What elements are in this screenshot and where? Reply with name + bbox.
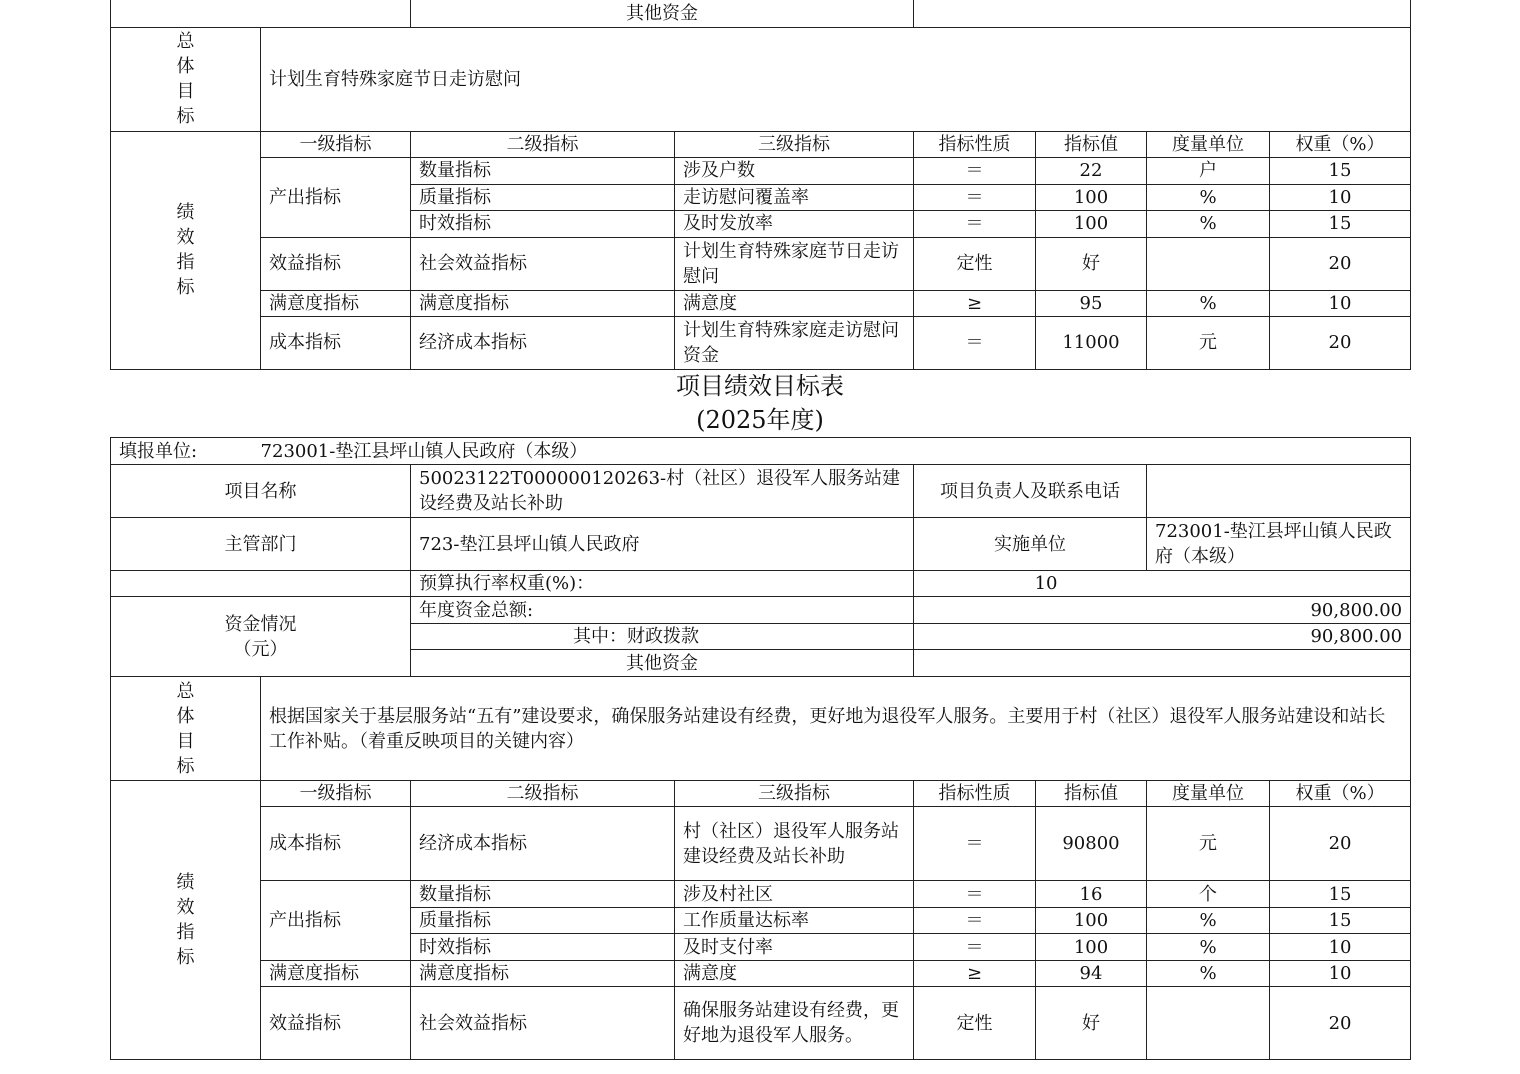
header-value: 指标值 <box>1036 131 1147 157</box>
nature-cell: ＝ <box>914 316 1036 369</box>
l1-cell: 效益指标 <box>261 987 411 1060</box>
unit-cell: % <box>1147 210 1270 237</box>
weight-cell: 15 <box>1270 210 1411 237</box>
impl-unit-value: 723001-垫江县坪山镇人民政府（本级） <box>1147 518 1411 571</box>
weight-cell: 20 <box>1270 316 1411 369</box>
l3-cell: 涉及村社区 <box>675 881 914 908</box>
project-performance-table <box>110 437 1411 1060</box>
unit-cell: % <box>1147 961 1270 987</box>
l2-cell: 数量指标 <box>411 157 675 184</box>
top-performance-table <box>110 0 1411 370</box>
unit-cell: 元 <box>1147 807 1270 881</box>
l2-cell: 质量指标 <box>411 184 675 210</box>
overall-goal-label: 总 体 目 标 <box>111 27 261 131</box>
other-funds-label: 其他资金 <box>411 0 914 27</box>
table-row <box>111 807 1411 881</box>
nature-cell: ＝ <box>914 157 1036 184</box>
weight-cell: 20 <box>1270 987 1411 1060</box>
l2-cell: 经济成本指标 <box>411 316 675 369</box>
perf-indicator-label: 绩 效 指 标 <box>111 131 261 369</box>
weight-cell: 15 <box>1270 157 1411 184</box>
l1-cell: 效益指标 <box>261 237 411 290</box>
l2-cell: 社会效益指标 <box>411 237 675 290</box>
header-unit: 度量单位 <box>1147 781 1270 807</box>
l3-cell: 及时支付率 <box>675 934 914 961</box>
reporting-unit-row <box>111 438 1411 465</box>
overall-goal-label: 总 体 目 标 <box>111 677 261 781</box>
impl-unit-label: 实施单位 <box>914 518 1147 571</box>
header-l3: 三级指标 <box>675 781 914 807</box>
l2-cell: 满意度指标 <box>411 290 675 316</box>
value-cell: 22 <box>1036 157 1147 184</box>
project-name-value: 50023122T000000120263-村（社区）退役军人服务站建设经费及站长补助 <box>411 465 914 518</box>
l3-cell: 村（社区）退役军人服务站建设经费及站长补助 <box>675 807 914 881</box>
header-l1: 一级指标 <box>261 131 411 157</box>
value-cell: 100 <box>1036 210 1147 237</box>
l3-cell: 及时发放率 <box>675 210 914 237</box>
l3-cell: 工作质量达标率 <box>675 908 914 934</box>
l3-cell: 满意度 <box>675 290 914 316</box>
funds-label: 资金情况（元） <box>111 597 411 677</box>
weight-cell: 10 <box>1270 961 1411 987</box>
weight-cell: 20 <box>1270 807 1411 881</box>
other-funds-value <box>914 650 1411 677</box>
l2-cell: 时效指标 <box>411 210 675 237</box>
value-cell: 11000 <box>1036 316 1147 369</box>
project-name-label: 项目名称 <box>111 465 411 518</box>
page-subtitle: (2025年度) <box>696 406 824 434</box>
l3-cell: 走访慰问覆盖率 <box>675 184 914 210</box>
reporting-unit-value: 723001-垫江县坪山镇人民政府（本级） <box>260 440 588 462</box>
header-nature: 指标性质 <box>914 131 1036 157</box>
header-l1: 一级指标 <box>261 781 411 807</box>
value-cell: 90800 <box>1036 807 1147 881</box>
l2-cell: 社会效益指标 <box>411 987 675 1060</box>
page-title: 项目绩效目标表 <box>676 372 844 400</box>
l1-cell: 产出指标 <box>261 881 411 961</box>
perf-indicator-label: 绩 效 指 标 <box>111 781 261 1060</box>
table-row <box>111 881 1411 908</box>
l3-cell: 确保服务站建设有经费，更好地为退役军人服务。 <box>675 987 914 1060</box>
value-cell: 94 <box>1036 961 1147 987</box>
value-cell: 100 <box>1036 184 1147 210</box>
dept-value: 723-垫江县坪山镇人民政府 <box>411 518 914 571</box>
l1-cell: 满意度指标 <box>261 290 411 316</box>
nature-cell: ＝ <box>914 210 1036 237</box>
nature-cell: ≥ <box>914 961 1036 987</box>
header-nature: 指标性质 <box>914 781 1036 807</box>
unit-cell: 元 <box>1147 316 1270 369</box>
budget-weight-value: 10 <box>914 571 1411 597</box>
nature-cell: ≥ <box>914 290 1036 316</box>
other-funds-value <box>914 0 1411 27</box>
table-row <box>111 290 1411 316</box>
unit-cell <box>1147 237 1270 290</box>
unit-cell: % <box>1147 908 1270 934</box>
unit-cell: 个 <box>1147 881 1270 908</box>
unit-cell: % <box>1147 290 1270 316</box>
unit-cell: % <box>1147 934 1270 961</box>
weight-cell: 15 <box>1270 908 1411 934</box>
value-cell: 16 <box>1036 881 1147 908</box>
header-l3: 三级指标 <box>675 131 914 157</box>
value-cell: 好 <box>1036 237 1147 290</box>
overall-goal-text: 计划生育特殊家庭节日走访慰问 <box>261 27 1411 131</box>
table-row <box>111 987 1411 1060</box>
l1-cell: 成本指标 <box>261 807 411 881</box>
table-row <box>111 157 1411 184</box>
contact-value <box>1147 465 1411 518</box>
l1-cell: 成本指标 <box>261 316 411 369</box>
l2-cell: 满意度指标 <box>411 961 675 987</box>
table-row <box>111 237 1411 290</box>
nature-cell: ＝ <box>914 184 1036 210</box>
header-l2: 二级指标 <box>411 131 675 157</box>
nature-cell: ＝ <box>914 934 1036 961</box>
value-cell: 100 <box>1036 934 1147 961</box>
weight-cell: 10 <box>1270 290 1411 316</box>
value-cell: 95 <box>1036 290 1147 316</box>
nature-cell: ＝ <box>914 908 1036 934</box>
nature-cell: 定性 <box>914 237 1036 290</box>
annual-total-value: 90,800.00 <box>914 597 1411 624</box>
nature-cell: ＝ <box>914 807 1036 881</box>
weight-cell: 20 <box>1270 237 1411 290</box>
weight-cell: 10 <box>1270 184 1411 210</box>
value-cell: 好 <box>1036 987 1147 1060</box>
table-row <box>111 316 1411 369</box>
l2-cell: 质量指标 <box>411 908 675 934</box>
l2-cell: 数量指标 <box>411 881 675 908</box>
fiscal-label: 其中：财政拨款 <box>411 624 914 650</box>
fiscal-value: 90,800.00 <box>914 624 1411 650</box>
budget-weight-label: 预算执行率权重(%)： <box>411 571 914 597</box>
header-weight: 权重（%） <box>1270 781 1411 807</box>
weight-cell: 15 <box>1270 881 1411 908</box>
header-unit: 度量单位 <box>1147 131 1270 157</box>
l3-cell: 满意度 <box>675 961 914 987</box>
unit-cell: % <box>1147 184 1270 210</box>
header-weight: 权重（%） <box>1270 131 1411 157</box>
reporting-unit-label: 填报单位: <box>119 440 198 462</box>
nature-cell: 定性 <box>914 987 1036 1060</box>
l1-cell: 产出指标 <box>261 157 411 237</box>
l2-cell: 时效指标 <box>411 934 675 961</box>
l3-cell: 计划生育特殊家庭节日走访慰问 <box>675 237 914 290</box>
weight-cell: 10 <box>1270 934 1411 961</box>
nature-cell: ＝ <box>914 881 1036 908</box>
table-row <box>111 961 1411 987</box>
other-funds-label: 其他资金 <box>411 650 914 677</box>
overall-goal-text: 根据国家关于基层服务站“五有”建设要求，确保服务站建设有经费，更好地为退役军人服务。主要用于村（社区）退役军人服务站建设和站长工作补贴。（着重反映项目的关键内容） <box>261 677 1411 781</box>
annual-total-label: 年度资金总额: <box>411 597 914 624</box>
l3-cell: 计划生育特殊家庭走访慰问资金 <box>675 316 914 369</box>
unit-cell <box>1147 987 1270 1060</box>
contact-label: 项目负责人及联系电话 <box>914 465 1147 518</box>
l3-cell: 涉及户数 <box>675 157 914 184</box>
value-cell: 100 <box>1036 908 1147 934</box>
dept-label: 主管部门 <box>111 518 411 571</box>
header-l2: 二级指标 <box>411 781 675 807</box>
header-value: 指标值 <box>1036 781 1147 807</box>
l1-cell: 满意度指标 <box>261 961 411 987</box>
l2-cell: 经济成本指标 <box>411 807 675 881</box>
unit-cell: 户 <box>1147 157 1270 184</box>
